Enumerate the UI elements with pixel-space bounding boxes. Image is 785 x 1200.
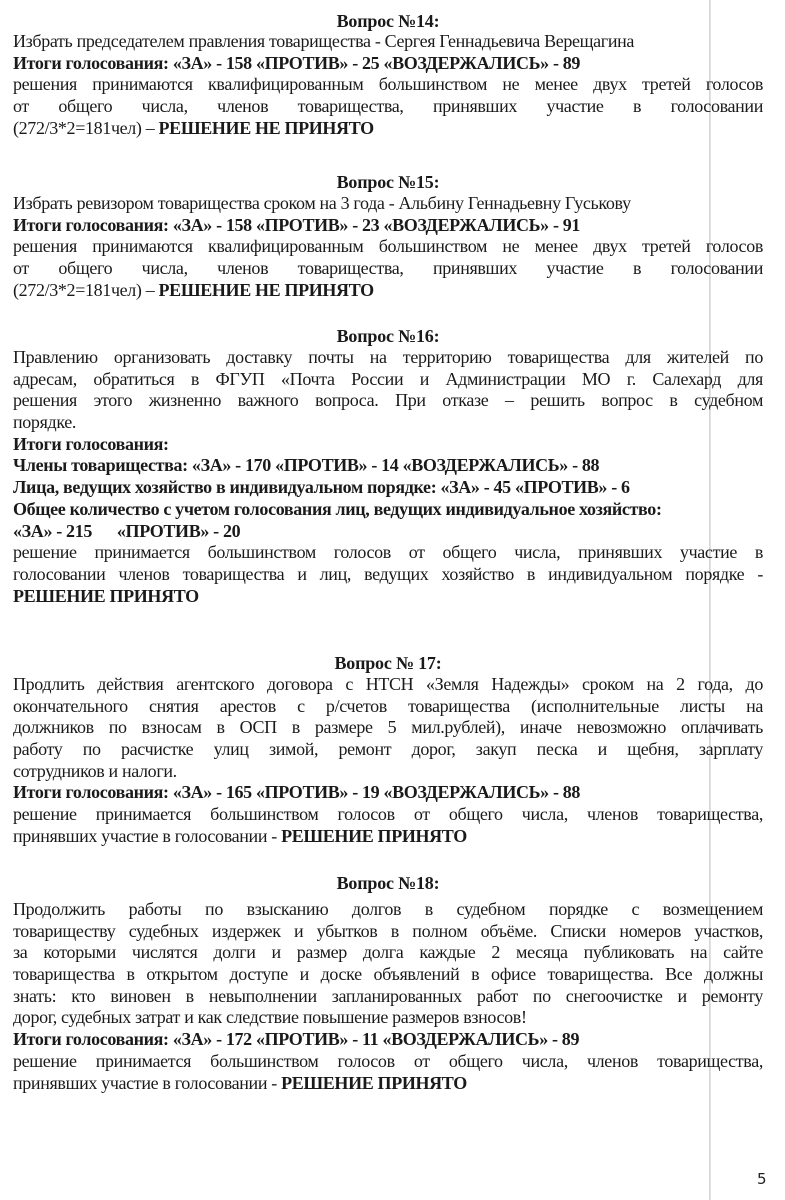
rule-line: от общего числа, членов товарищества, принявших участие в голосовании [13,96,763,117]
rule-line: от общего числа, членов товарищества, принявших участие в голосовании [13,258,763,279]
question-text-line: работу по расчистке улиц зимой, ремонт дорог, закуп песка и щебня, зарплату [13,739,763,760]
question-14 [13,10,763,139]
decision: РЕШЕНИЕ НЕ ПРИНЯТО [158,117,374,138]
question-17 [13,652,763,848]
question-text-line: порядке. [13,412,77,433]
decision: РЕШЕНИЕ ПРИНЯТО [281,825,467,846]
question-text-line: Продлить действия агентского договора с НТСН «Земля Надежды» сроком на 2 года, до [13,674,763,694]
question-18 [13,872,763,1094]
rule-calculation: (272/3*2=181чел) – [13,279,159,300]
question-title: Вопрос №18: [336,873,440,893]
voting-results: Итоги голосования: «ЗА» - 165 «ПРОТИВ» - 19 «ВОЗДЕРЖАЛИСЬ» - 88 [13,782,581,803]
results-total-heading: Общее количество с учетом голосования лиц, ведущих индивидуальное хозяйство: [13,498,662,519]
voting-results: Итоги голосования: «ЗА» - 158 «ПРОТИВ» - 25 «ВОЗДЕРЖАЛИСЬ» - 89 [13,52,581,73]
rule-last-line [13,1073,763,1095]
decision: РЕШЕНИЕ ПРИНЯТО [13,585,199,606]
question-text-line: знать: кто виновен в невыполнении запланированных работ по снегоочистке и ремонту [13,985,763,1006]
question-text-line: адресам, обратиться в ФГУП «Почта России и Администрации МО г. Салехард для [13,368,763,389]
question-text-line: за которыми числятся долги и размер долга каждые 2 месяца публиковать на сайте [13,942,763,963]
voting-results: Итоги голосования: «ЗА» - 172 «ПРОТИВ» - 11 «ВОЗДЕРЖАЛИСЬ» - 89 [13,1029,580,1050]
question-text: Избрать председателем правления товарищества - Сергея Геннадьевича Верещагина [13,31,635,51]
question-text: Избрать ревизором товарищества сроком на 3 года - Альбину Геннадьевну Гуськову [13,193,631,213]
question-16 [13,325,763,607]
rule-last-line [13,280,763,302]
rule-line: решение принимается большинством голосов от общего числа, членов товарищества, [13,804,763,825]
question-text-line: окончательного снятия арестов с р/счетов товарищества (исполнительные листы на [13,695,763,716]
rule-text: принявших участие в голосовании - [13,825,282,846]
rule-line: решения принимаются квалифицированным большинством не менее двух третей голосов [13,74,763,95]
rule-text: принявших участие в голосовании - [13,1072,282,1093]
page-number: 5 [757,1170,767,1188]
rule-last-line [13,118,763,140]
question-text-line: Продолжить работы по взысканию долгов в судебном порядке с возмещением [13,899,763,919]
question-text-line: сотрудников и налоги. [13,760,177,781]
question-text-line: товариществу судебных издержек и убытков в полном объёме. Списки номеров участков, [13,920,763,941]
question-text-line: Правлению организовать доставку почты на территорию товарищества для жителей по [13,347,763,367]
question-title: Вопрос №14: [336,11,440,31]
voting-results: Итоги голосования: «ЗА» - 158 «ПРОТИВ» - 23 «ВОЗДЕРЖАЛИСЬ» - 91 [13,214,581,235]
results-members: Члены товарищества: «ЗА» - 170 «ПРОТИВ» - 14 «ВОЗДЕРЖАЛИСЬ» - 88 [13,455,600,476]
rule-line: решение принимается большинством голосов от общего числа, принявших участие в [13,542,763,563]
question-title: Вопрос №16: [336,326,440,346]
decision: РЕШЕНИЕ ПРИНЯТО [281,1072,467,1093]
rule-line: голосовании членов товарищества и лиц, ведущих хозяйство в индивидуальном порядке - [13,563,763,584]
results-total: «ЗА» - 215 «ПРОТИВ» - 20 [13,520,241,541]
question-text-line: решения этого жизненно важного вопроса. При отказе – решить вопрос в судебном [13,390,763,411]
rule-line: решение принимается большинством голосов от общего числа, членов товарищества, [13,1050,763,1071]
rule-line: решения принимаются квалифицированным большинством не менее двух третей голосов [13,236,763,257]
results-heading: Итоги голосования: [13,433,169,454]
question-text-line: товарищества в открытом доступе и доске объявлений в офисе товарищества. Все должны [13,964,763,985]
question-title: Вопрос №15: [336,172,440,192]
decision: РЕШЕНИЕ НЕ ПРИНЯТО [158,279,374,300]
rule-calculation: (272/3*2=181чел) – [13,117,159,138]
question-15 [13,171,763,301]
rule-last-line [13,826,763,848]
question-title: Вопрос № 17: [334,653,442,673]
question-text-line: должников по взносам в ОСП в размере 5 мил.рублей), иначе невозможно оплачивать [13,717,763,738]
results-individual: Лица, ведущих хозяйство в индивидуальном порядке: «ЗА» - 45 «ПРОТИВ» - 6 [13,477,630,498]
question-text-line: дорог, судебных затрат и как следствие повышение размеров взносов! [13,1007,527,1028]
